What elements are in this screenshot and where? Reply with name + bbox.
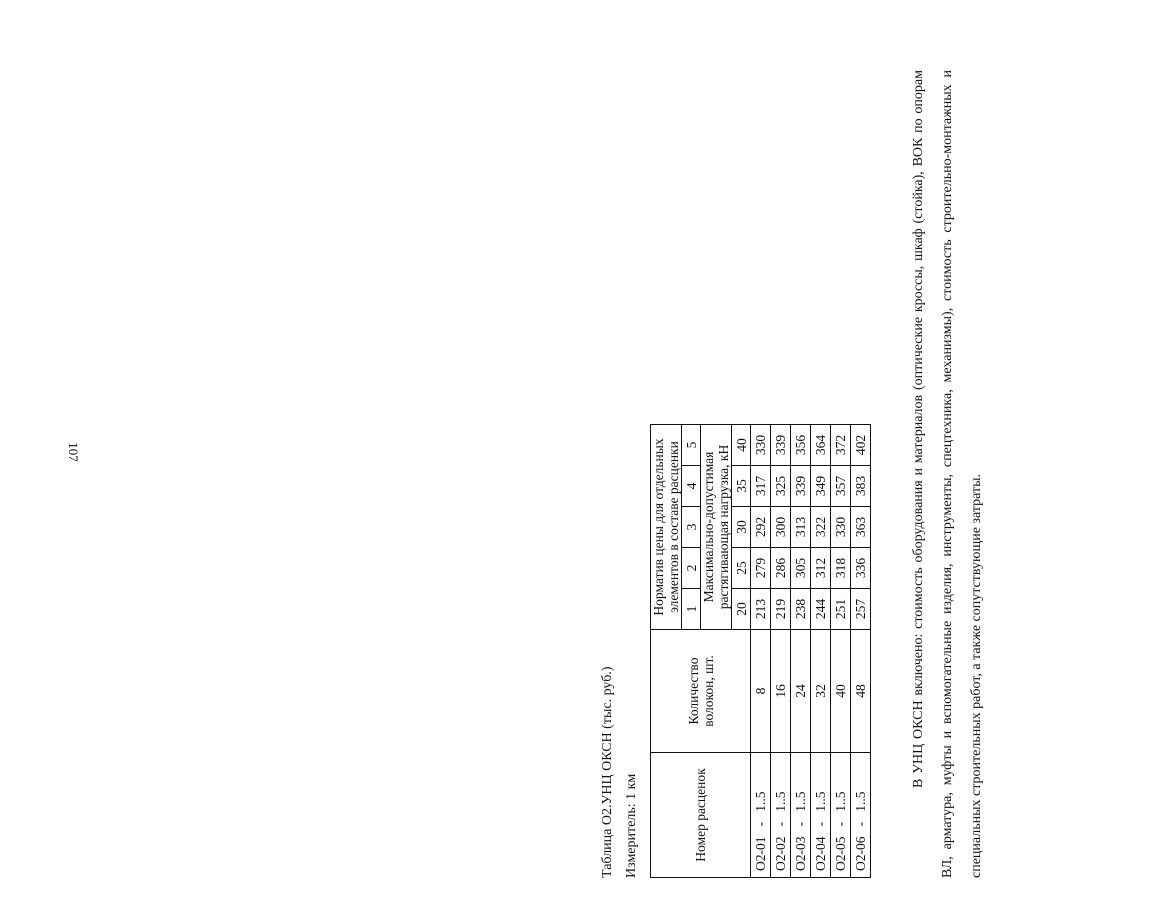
row-value: 213 [751, 589, 771, 630]
row-value: 364 [811, 425, 831, 466]
note-paragraph [904, 70, 991, 878]
row-value: 330 [751, 425, 771, 466]
row-value: 349 [811, 466, 831, 507]
row-value: 300 [771, 507, 791, 548]
row-code: О2-05 - 1..5 [831, 753, 851, 878]
row-count: 24 [791, 630, 811, 753]
row-value: 318 [831, 548, 851, 589]
row-value: 317 [751, 466, 771, 507]
row-value: 357 [831, 466, 851, 507]
table-row [831, 425, 851, 878]
row-value: 325 [771, 466, 791, 507]
header-count: Количество волокон, шт. [651, 630, 751, 753]
load-value: 20 [732, 589, 751, 630]
page-number: 107 [66, 442, 81, 462]
table-title: Таблица О2.УНЦ ОКСН (тыс. руб.) [600, 666, 615, 878]
row-value: 286 [771, 548, 791, 589]
row-value: 238 [791, 589, 811, 630]
table-row [851, 425, 871, 878]
price-table [650, 424, 871, 878]
row-value: 292 [751, 507, 771, 548]
row-value: 339 [791, 466, 811, 507]
row-value: 219 [771, 589, 791, 630]
load-value: 30 [732, 507, 751, 548]
table-row [751, 425, 771, 878]
load-value: 35 [732, 466, 751, 507]
table-row [811, 425, 831, 878]
column-number: 1 [682, 589, 701, 630]
row-code: О2-06 - 1..5 [851, 753, 871, 878]
row-code: О2-02 - 1..5 [771, 753, 791, 878]
row-value: 363 [851, 507, 871, 548]
row-value: 313 [791, 507, 811, 548]
row-value: 279 [751, 548, 771, 589]
price-table-wrapper [650, 424, 871, 878]
rotated-content [600, 58, 1150, 878]
row-value: 305 [791, 548, 811, 589]
table-row [791, 425, 811, 878]
row-value: 339 [771, 425, 791, 466]
row-value: 244 [811, 589, 831, 630]
row-count: 8 [751, 630, 771, 753]
column-number: 3 [682, 507, 701, 548]
column-number: 4 [682, 466, 701, 507]
row-count: 40 [831, 630, 851, 753]
load-value: 40 [732, 425, 751, 466]
header-norm: Норматив цены для отдельных элементов в составе расценки [651, 425, 682, 630]
row-code: О2-01 - 1..5 [751, 753, 771, 878]
row-value: 356 [791, 425, 811, 466]
row-value: 322 [811, 507, 831, 548]
header-code: Номер расценок [651, 753, 751, 878]
note-text: В УНЦ ОКСН включено: стоимость оборудования и материалов (оптические кроссы, шкаф (стойка), ВОК по опорам ВЛ, арматура, муфты и вспомогательные изделия, инструменты, спецтехника, механизмы), стоимость строительно-монтажных и специальных строительных работ, а также сопутствующие затраты. [911, 70, 984, 878]
load-value: 25 [732, 548, 751, 589]
row-count: 16 [771, 630, 791, 753]
row-count: 32 [811, 630, 831, 753]
column-number: 2 [682, 548, 701, 589]
table-row [771, 425, 791, 878]
row-value: 257 [851, 589, 871, 630]
row-code: О2-03 - 1..5 [791, 753, 811, 878]
row-value: 336 [851, 548, 871, 589]
row-value: 372 [831, 425, 851, 466]
row-value: 251 [831, 589, 851, 630]
column-number: 5 [682, 425, 701, 466]
row-value: 312 [811, 548, 831, 589]
measurement-unit: Измеритель: 1 км [624, 773, 639, 878]
row-value: 383 [851, 466, 871, 507]
row-value: 402 [851, 425, 871, 466]
table-body [751, 425, 871, 878]
row-count: 48 [851, 630, 871, 753]
row-code: О2-04 - 1..5 [811, 753, 831, 878]
row-value: 330 [831, 507, 851, 548]
header-load: Максимально-допустимая растягивающая нагрузка, кН [701, 425, 732, 630]
